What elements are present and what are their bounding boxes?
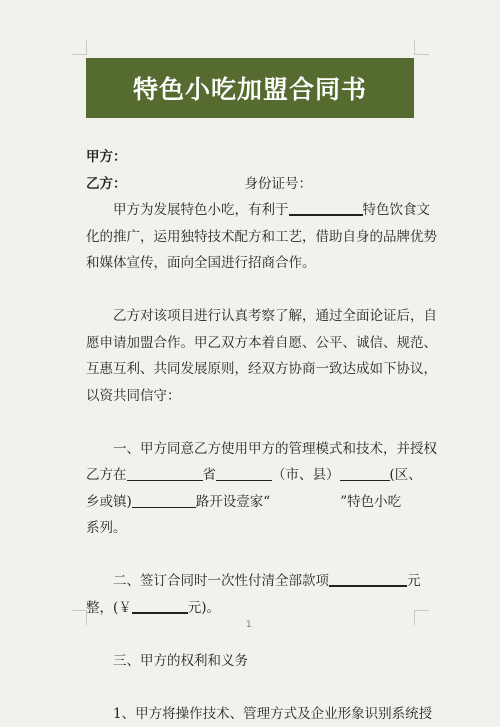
blank-field[interactable] xyxy=(216,466,272,481)
party-b-line xyxy=(86,171,416,198)
blank-field[interactable] xyxy=(340,466,390,481)
para-2-line-3: 互惠互利、共同发展原则，经双方协商一致达成如下协议， xyxy=(86,356,416,383)
clause-1-line-4: 系列。 xyxy=(86,515,416,542)
para-1-line-2: 化的推广，运用独特技术配方和工艺，借助自身的品牌优势 xyxy=(86,224,416,251)
clause-1-line-3: 乡或镇) 路开设壹家“ ”特色小吃 xyxy=(86,489,416,516)
blank-field[interactable] xyxy=(132,598,188,614)
blank-field[interactable] xyxy=(289,200,363,216)
corner-mark-bottom-left xyxy=(72,610,87,625)
corner-mark-bottom-right xyxy=(414,610,429,625)
clause-3-heading: 三、甲方的权利和义务 xyxy=(86,648,416,675)
contract-body xyxy=(86,144,416,727)
clause-4-line-1: 1、甲方将操作技术、管理方式及企业形象识别系统授 xyxy=(86,701,416,727)
party-b-label: 乙方： xyxy=(86,176,127,192)
title-banner xyxy=(86,58,414,118)
blank-field[interactable] xyxy=(329,571,407,587)
document-title: 特色小吃加盟合同书 xyxy=(133,70,367,106)
clause-1-line-1: 一、甲方同意乙方使用甲方的管理模式和技术，并授权 xyxy=(86,436,416,463)
corner-mark-top-left xyxy=(72,40,87,55)
party-a-line xyxy=(86,144,416,171)
para-1-line-1: 甲方为发展特色小吃，有利于 特色饮食文 xyxy=(86,197,416,224)
blank-field[interactable] xyxy=(127,466,203,481)
para-2-line-1: 乙方对该项目进行认真考察了解，通过全面论证后，自 xyxy=(86,303,416,330)
para-2-line-4: 以资共同信守： xyxy=(86,383,416,410)
clause-1-line-2: 乙方在 省 （市、县） (区、 xyxy=(86,462,416,489)
clause-2-line-1: 二、签订合同时一次性付清全部款项 元 xyxy=(86,568,416,595)
page-number: 1 xyxy=(246,620,252,630)
para-2-line-2: 愿申请加盟合作。甲乙双方本着自愿、公平、诚信、规范、 xyxy=(86,330,416,357)
corner-mark-top-right xyxy=(414,40,429,55)
blank-field[interactable] xyxy=(132,493,196,508)
id-number-label: 身份证号： xyxy=(245,176,313,192)
party-a-label: 甲方： xyxy=(86,149,127,165)
para-1-line-3: 和媒体宣传，面向全国进行招商合作。 xyxy=(86,250,416,277)
clause-2-line-2: 整，(￥ 元)。 xyxy=(86,595,416,622)
